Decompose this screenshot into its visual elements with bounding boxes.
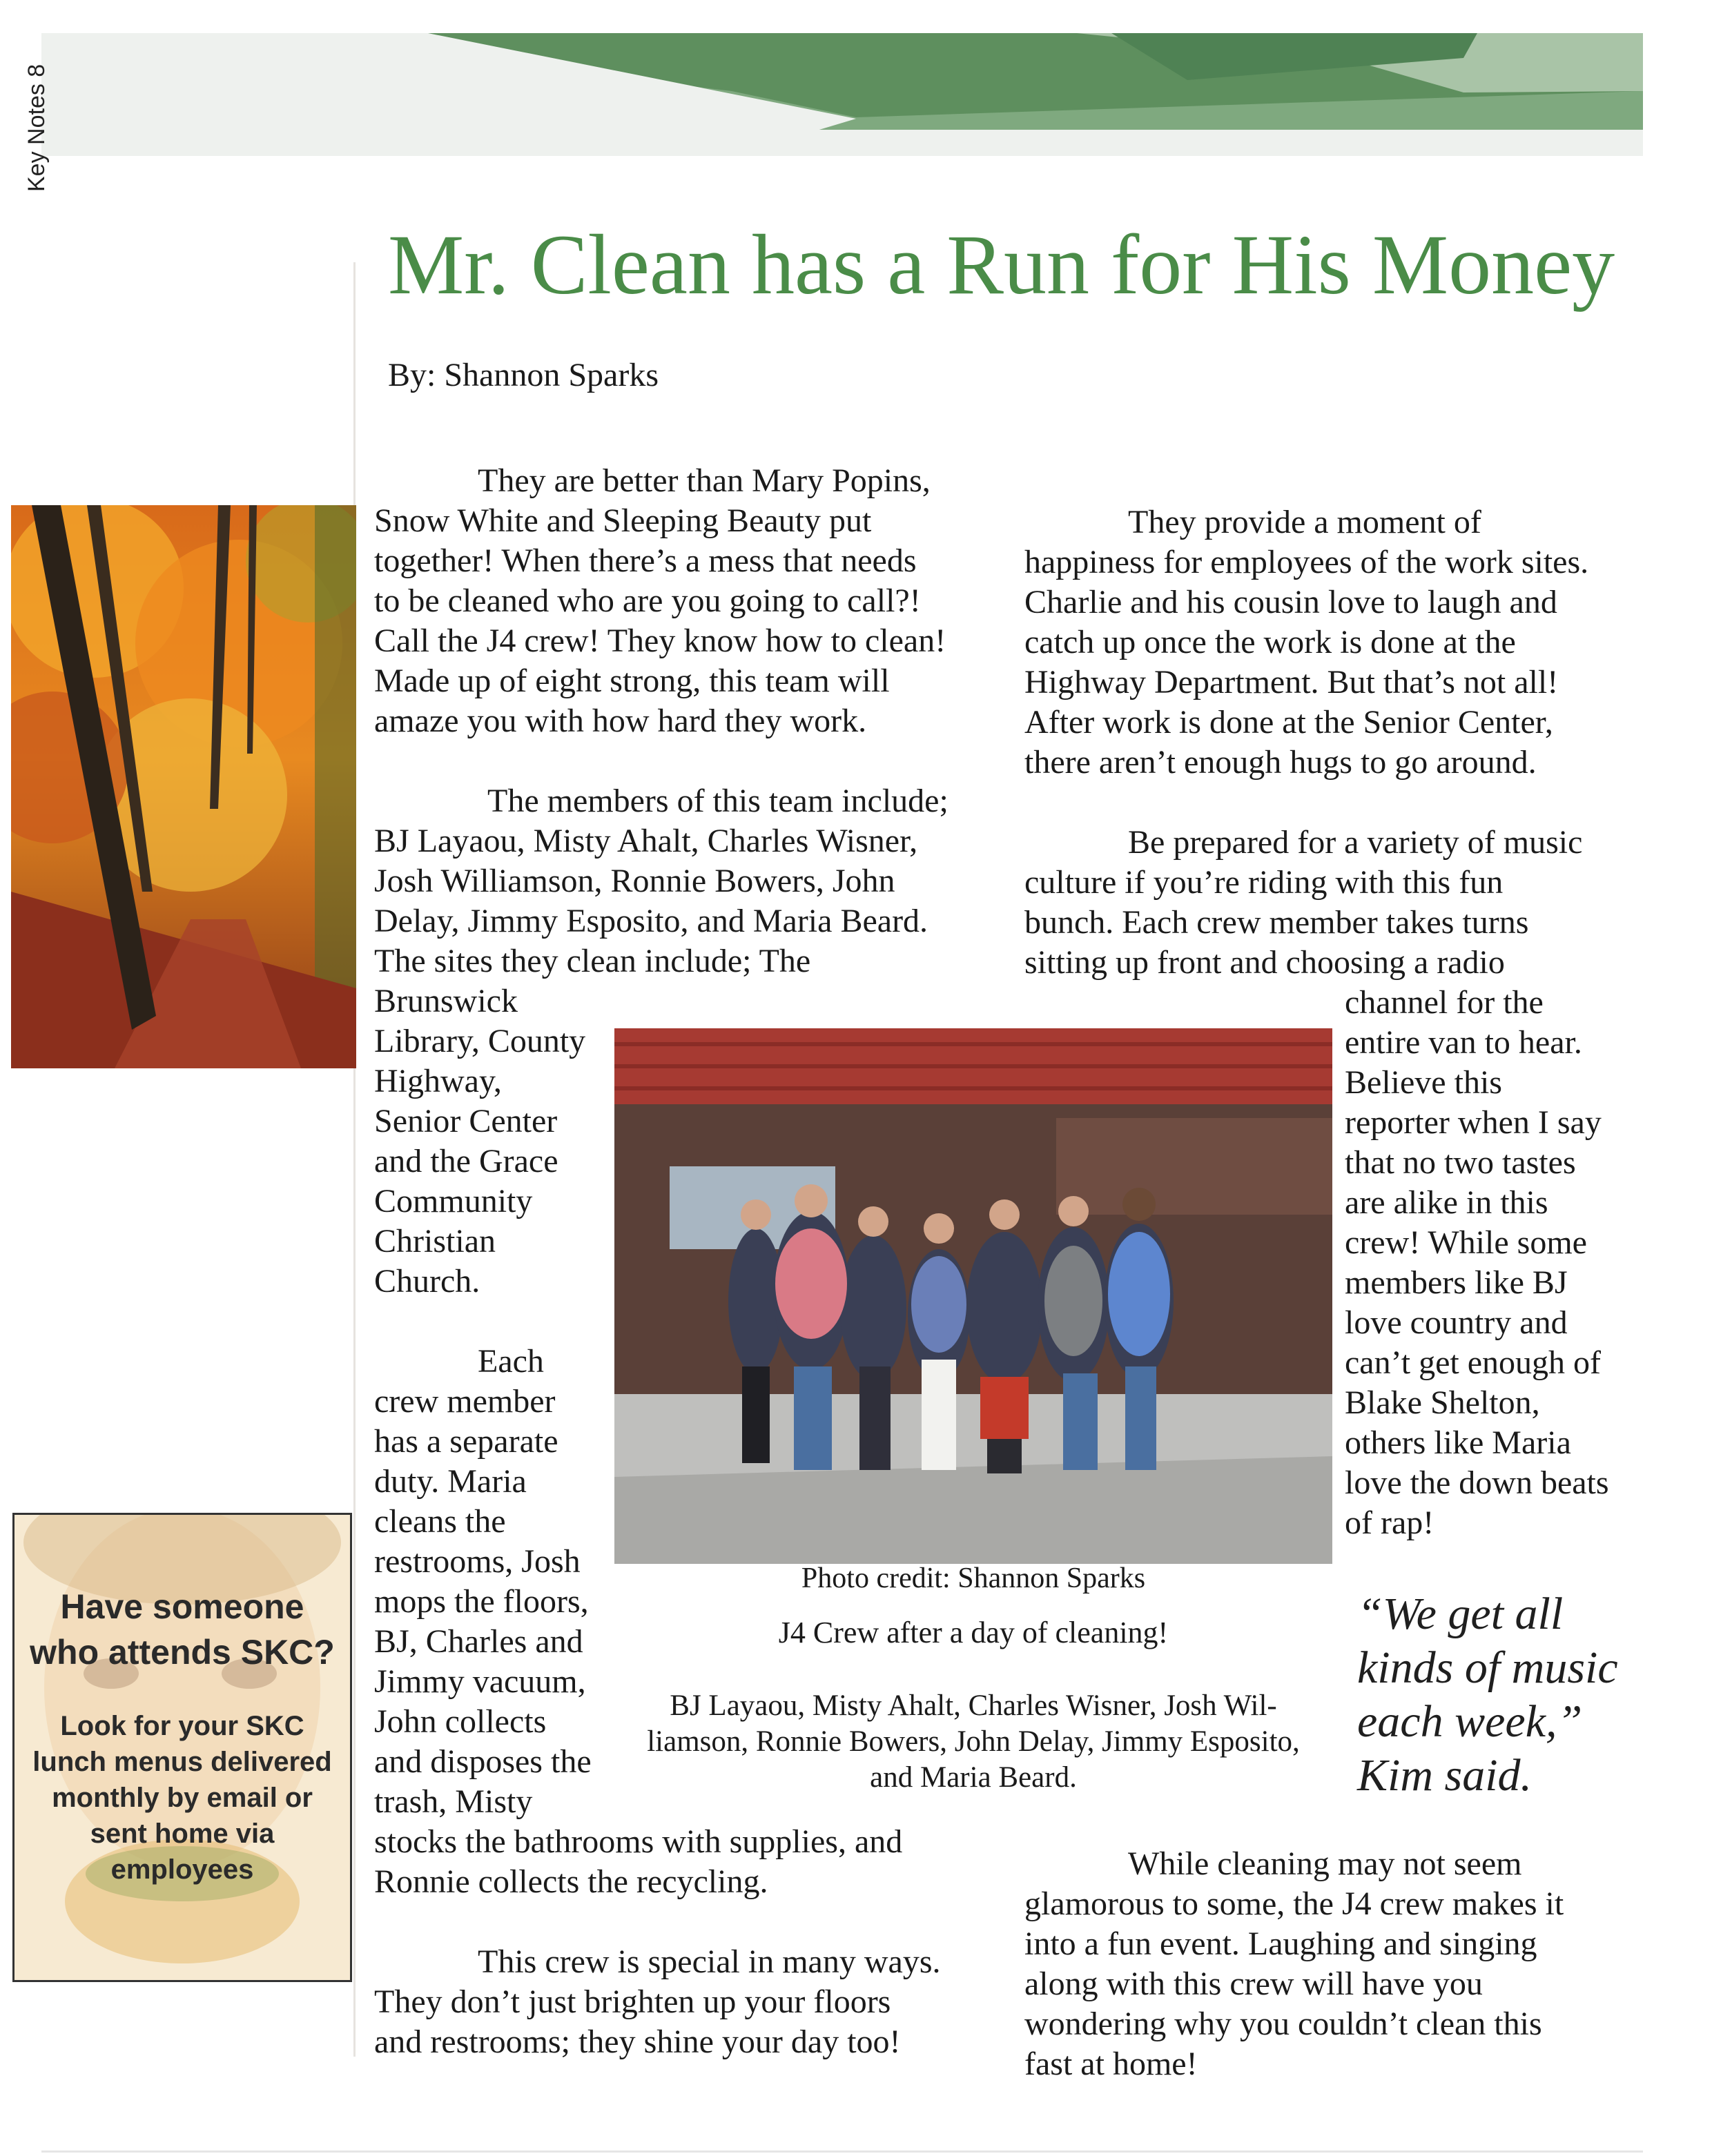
col2-p1-body: happiness for employees of the work sites. Charlie and his cousin love to laugh and catch up once the work is done at the Highway Department. But that’s not all! After work is done at the Senior Center, there aren’t enough hugs to go around. — [1024, 544, 1589, 781]
col1-p1-body: Snow White and Sleeping Beauty put together! When there’s a mess that needs to be cleaned who are you going to call?! Call the J4 crew! They know how to clean! Made up of eight strong, this team will amaze you with how hard they work. — [374, 502, 946, 739]
page-label-text: Key Notes 8 — [23, 63, 50, 192]
header-banner — [41, 33, 1643, 156]
col1-paragraph-4 — [374, 1942, 941, 2062]
col2-paragraph-2-wrap: channel for the entire van to hear. Believe this reporter when I say that no two tastes are alike in this crew! While some members like BJ love country and can’t get enough of Blake Shelton, others like Maria love the down beats of rap! — [1345, 984, 1609, 1541]
col2-p2-body: culture if you’re riding with this fun bunch. Each crew member takes turns sitting up front and choosing a radio — [1024, 864, 1529, 981]
photo-names: BJ Layaou, Misty Ahalt, Charles Wisner, Josh Wil- liamson, Ronnie Bowers, John Delay, Jimmy Esposito, and Maria Beard. — [647, 1689, 1300, 1794]
col1-p2-body: BJ Layaou, Misty Ahalt, Charles Wisner, Josh Williamson, Ronnie Bowers, John Delay, Jimmy Esposito, and Maria Beard. The sites they clean include; The — [374, 823, 928, 979]
ad-heading: Have someone who attends SKC? — [30, 1587, 335, 1672]
col1-paragraph-2 — [374, 781, 949, 1302]
photo-caption: J4 Crew after a day of cleaning! — [778, 1616, 1169, 1649]
footer-rule — [41, 2150, 1643, 2153]
pull-quote: “We get all kinds of music each week,” Kim said. — [1357, 1589, 1618, 1801]
skc-lunch-menu-ad — [12, 1513, 352, 1982]
col2-paragraph-2 — [1024, 823, 1582, 983]
page-label — [3, 33, 50, 192]
col1-p3-first-line: Each — [478, 1343, 544, 1380]
col1-p2-wrap: Brunswick Library, County Highway, Senior Center and the Grace Community Christian Church. — [374, 983, 586, 1300]
col2-p3-first-line: While cleaning may not seem — [1128, 1845, 1522, 1882]
col2-p1-first-line: They provide a moment of — [1128, 504, 1481, 540]
col2-paragraph-3 — [1024, 1844, 1564, 2084]
article-byline: By: Shannon Sparks — [388, 357, 659, 393]
col2-p2-first-line: Be prepared for a variety of music — [1128, 824, 1583, 861]
col2-p3-body: glamorous to some, the J4 crew makes it into a fun event. Laughing and singing along with this crew will have you wondering why you couldn’t clean this fast at home! — [1024, 1885, 1564, 2082]
col1-p2-first-line: The members of this team include; — [487, 783, 949, 819]
photo-credit: Photo credit: Shannon Sparks — [801, 1562, 1146, 1594]
col1-paragraph-1 — [374, 461, 946, 741]
col1-p1-first-line: They are better than Mary Popins, — [478, 462, 931, 499]
article-title: Mr. Clean has a Run for His Money — [388, 217, 1615, 312]
col1-p3-body: stocks the bathrooms with supplies, and Ronnie collects the recycling. — [374, 1823, 903, 1900]
autumn-forest-photo — [11, 505, 356, 1068]
col1-p4-body: They don’t just brighten up your floors and restrooms; they shine your day too! — [374, 1983, 901, 2060]
col1-p3-wrap: crew member has a separate duty. Maria cleans the restrooms, Josh mops the floors, BJ, Charles and Jimmy vacuum, John collects and disposes the trash, Misty — [374, 1383, 592, 1820]
ad-body: Look for your SKC lunch menus delivered monthly by email or sent home via employees — [32, 1711, 332, 1885]
col2-paragraph-1 — [1024, 502, 1588, 783]
col1-p4-first-line: This crew is special in many ways. — [478, 1943, 941, 1980]
